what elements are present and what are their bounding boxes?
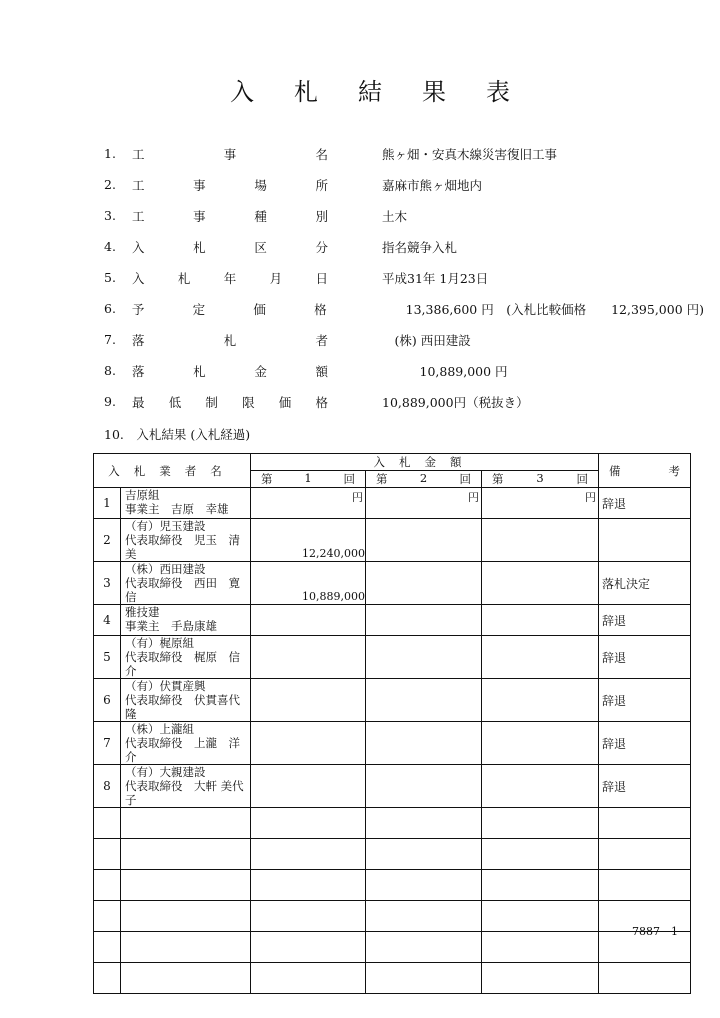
info-number: 7. xyxy=(104,332,116,347)
info-label: 工 事 場 所 xyxy=(132,177,328,193)
round-1-amount: 円 xyxy=(251,488,366,519)
table-row xyxy=(94,562,691,605)
empty-cell xyxy=(366,870,482,901)
round-1-amount xyxy=(251,636,366,679)
row-index: 4 xyxy=(94,605,121,636)
remarks-cell: 辞退 xyxy=(599,605,691,636)
info-number: 1. xyxy=(104,146,116,161)
empty-cell xyxy=(94,963,121,994)
info-value: 土木 xyxy=(382,208,408,224)
table-row xyxy=(94,765,691,808)
info-row xyxy=(104,262,704,293)
info-row xyxy=(104,386,704,417)
bidder-name: 吉原組 事業主 吉原 幸雄 xyxy=(121,488,251,519)
round-3-amount xyxy=(482,519,599,562)
bidder-name: （株）西田建設 代表取締役 西田 寛信 xyxy=(121,562,251,605)
round-2-amount xyxy=(366,679,482,722)
empty-cell xyxy=(366,963,482,994)
row-index: 8 xyxy=(94,765,121,808)
table-row xyxy=(94,605,691,636)
table-row xyxy=(94,679,691,722)
row-index: 6 xyxy=(94,679,121,722)
page-number: 7887－1 xyxy=(632,925,678,938)
bidder-name: 雅技建 事業主 手島康雄 xyxy=(121,605,251,636)
empty-cell xyxy=(599,870,691,901)
round-3-amount xyxy=(482,679,599,722)
empty-cell xyxy=(251,808,366,839)
empty-cell xyxy=(251,963,366,994)
round-3-amount xyxy=(482,605,599,636)
info-value: 10,889,000円（税抜き） xyxy=(382,394,529,410)
empty-cell xyxy=(251,932,366,963)
info-label: 工 事 名 xyxy=(132,146,328,162)
empty-cell xyxy=(482,901,599,932)
info-label: 工 事 種 別 xyxy=(132,208,328,224)
empty-row xyxy=(94,932,691,963)
round-2-amount xyxy=(366,562,482,605)
info-value: 熊ヶ畑・安真木線災害復旧工事 xyxy=(382,146,558,162)
empty-cell xyxy=(121,932,251,963)
round-2-amount xyxy=(366,519,482,562)
bidder-name: （有）梶原組 代表取締役 梶原 信介 xyxy=(121,636,251,679)
empty-cell xyxy=(121,839,251,870)
info-number: 6. xyxy=(104,301,116,316)
info-row xyxy=(104,355,704,386)
info-value: 指名競争入札 xyxy=(382,239,458,255)
info-label: 入 札 区 分 xyxy=(132,239,328,255)
round-2-amount: 円 xyxy=(366,488,482,519)
header-round-2: 第 2 回 xyxy=(366,471,482,488)
info-value: 平成31年 1月23日 xyxy=(382,270,489,286)
empty-cell xyxy=(366,901,482,932)
remarks-cell xyxy=(599,519,691,562)
info-value: 10,889,000 円 xyxy=(382,363,508,379)
info-label: 入 札 年 月 日 xyxy=(132,270,328,286)
info-value: 嘉麻市熊ヶ畑地内 xyxy=(382,177,483,193)
bid-result-heading: 10. 入札結果 (入札経過) xyxy=(104,427,251,442)
info-label: 予 定 価 格 xyxy=(131,301,327,317)
empty-cell xyxy=(482,932,599,963)
info-number: 8. xyxy=(104,363,116,378)
bidder-name: （株）上瀧組 代表取締役 上瀧 洋介 xyxy=(121,722,251,765)
round-3-amount xyxy=(482,636,599,679)
round-3-amount xyxy=(482,562,599,605)
info-label: 落 札 者 xyxy=(132,332,328,348)
table-row xyxy=(94,488,691,519)
empty-row xyxy=(94,963,691,994)
empty-cell xyxy=(482,839,599,870)
info-number: 3. xyxy=(104,208,116,223)
round-3-amount: 円 xyxy=(482,488,599,519)
empty-row xyxy=(94,839,691,870)
round-2-amount xyxy=(366,605,482,636)
header-amount: 入札金額 xyxy=(251,454,599,471)
remarks-cell: 辞退 xyxy=(599,488,691,519)
round-1-amount xyxy=(251,722,366,765)
empty-row xyxy=(94,870,691,901)
empty-cell xyxy=(94,870,121,901)
empty-row xyxy=(94,901,691,932)
info-number: 2. xyxy=(104,177,116,192)
round-1-amount: 10,889,000 xyxy=(251,562,366,605)
empty-cell xyxy=(121,808,251,839)
round-2-amount xyxy=(366,722,482,765)
row-index: 1 xyxy=(94,488,121,519)
remarks-cell: 辞退 xyxy=(599,636,691,679)
header-round-1: 第 1 回 xyxy=(251,471,366,488)
info-row xyxy=(104,324,704,355)
row-index: 7 xyxy=(94,722,121,765)
info-number: 4. xyxy=(104,239,116,254)
bid-results-table xyxy=(93,453,691,994)
empty-cell xyxy=(366,839,482,870)
bidder-name: （有）伏貫産興 代表取締役 伏貫喜代隆 xyxy=(121,679,251,722)
empty-cell xyxy=(599,808,691,839)
info-row xyxy=(104,169,704,200)
info-row xyxy=(104,138,704,169)
empty-cell xyxy=(251,870,366,901)
info-number: 9. xyxy=(104,394,116,409)
empty-cell xyxy=(121,901,251,932)
info-row xyxy=(104,293,704,324)
info-label: 最 低 制 限 価 格 xyxy=(132,394,328,410)
round-2-amount xyxy=(366,765,482,808)
table-row xyxy=(94,519,691,562)
empty-cell xyxy=(94,901,121,932)
bidder-name: （有）大親建設 代表取締役 大軒 美代子 xyxy=(121,765,251,808)
table-row xyxy=(94,636,691,679)
empty-cell xyxy=(482,870,599,901)
round-1-amount xyxy=(251,605,366,636)
empty-cell xyxy=(366,808,482,839)
info-label: 落 札 金 額 xyxy=(132,363,328,379)
info-value: 13,386,600 円 (入札比較価格 12,395,000 円) xyxy=(380,301,704,317)
table-row xyxy=(94,722,691,765)
remarks-cell: 落札決定 xyxy=(599,562,691,605)
page-title: 入札結果表 xyxy=(230,78,550,106)
empty-row xyxy=(94,808,691,839)
project-info xyxy=(104,138,704,417)
row-index: 2 xyxy=(94,519,121,562)
info-row xyxy=(104,231,704,262)
empty-cell xyxy=(94,932,121,963)
round-2-amount xyxy=(366,636,482,679)
info-row xyxy=(104,200,704,231)
empty-cell xyxy=(94,839,121,870)
empty-cell xyxy=(366,932,482,963)
remarks-cell: 辞退 xyxy=(599,679,691,722)
header-bidder: 入札業者名 xyxy=(94,454,251,488)
round-1-amount xyxy=(251,765,366,808)
round-3-amount xyxy=(482,722,599,765)
row-index: 3 xyxy=(94,562,121,605)
header-remarks: 備 考 xyxy=(599,454,691,488)
round-3-amount xyxy=(482,765,599,808)
header-round-3: 第 3 回 xyxy=(482,471,599,488)
empty-cell xyxy=(121,963,251,994)
empty-cell xyxy=(482,963,599,994)
row-index: 5 xyxy=(94,636,121,679)
empty-cell xyxy=(251,839,366,870)
empty-cell xyxy=(599,963,691,994)
round-1-amount: 12,240,000 xyxy=(251,519,366,562)
round-1-amount xyxy=(251,679,366,722)
empty-cell xyxy=(599,839,691,870)
empty-cell xyxy=(121,870,251,901)
empty-cell xyxy=(251,901,366,932)
empty-cell xyxy=(94,808,121,839)
remarks-cell: 辞退 xyxy=(599,722,691,765)
info-number: 5. xyxy=(104,270,116,285)
empty-cell xyxy=(482,808,599,839)
info-value: (株) 西田建設 xyxy=(382,332,471,348)
bidder-name: （有）児玉建設 代表取締役 児玉 清美 xyxy=(121,519,251,562)
remarks-cell: 辞退 xyxy=(599,765,691,808)
